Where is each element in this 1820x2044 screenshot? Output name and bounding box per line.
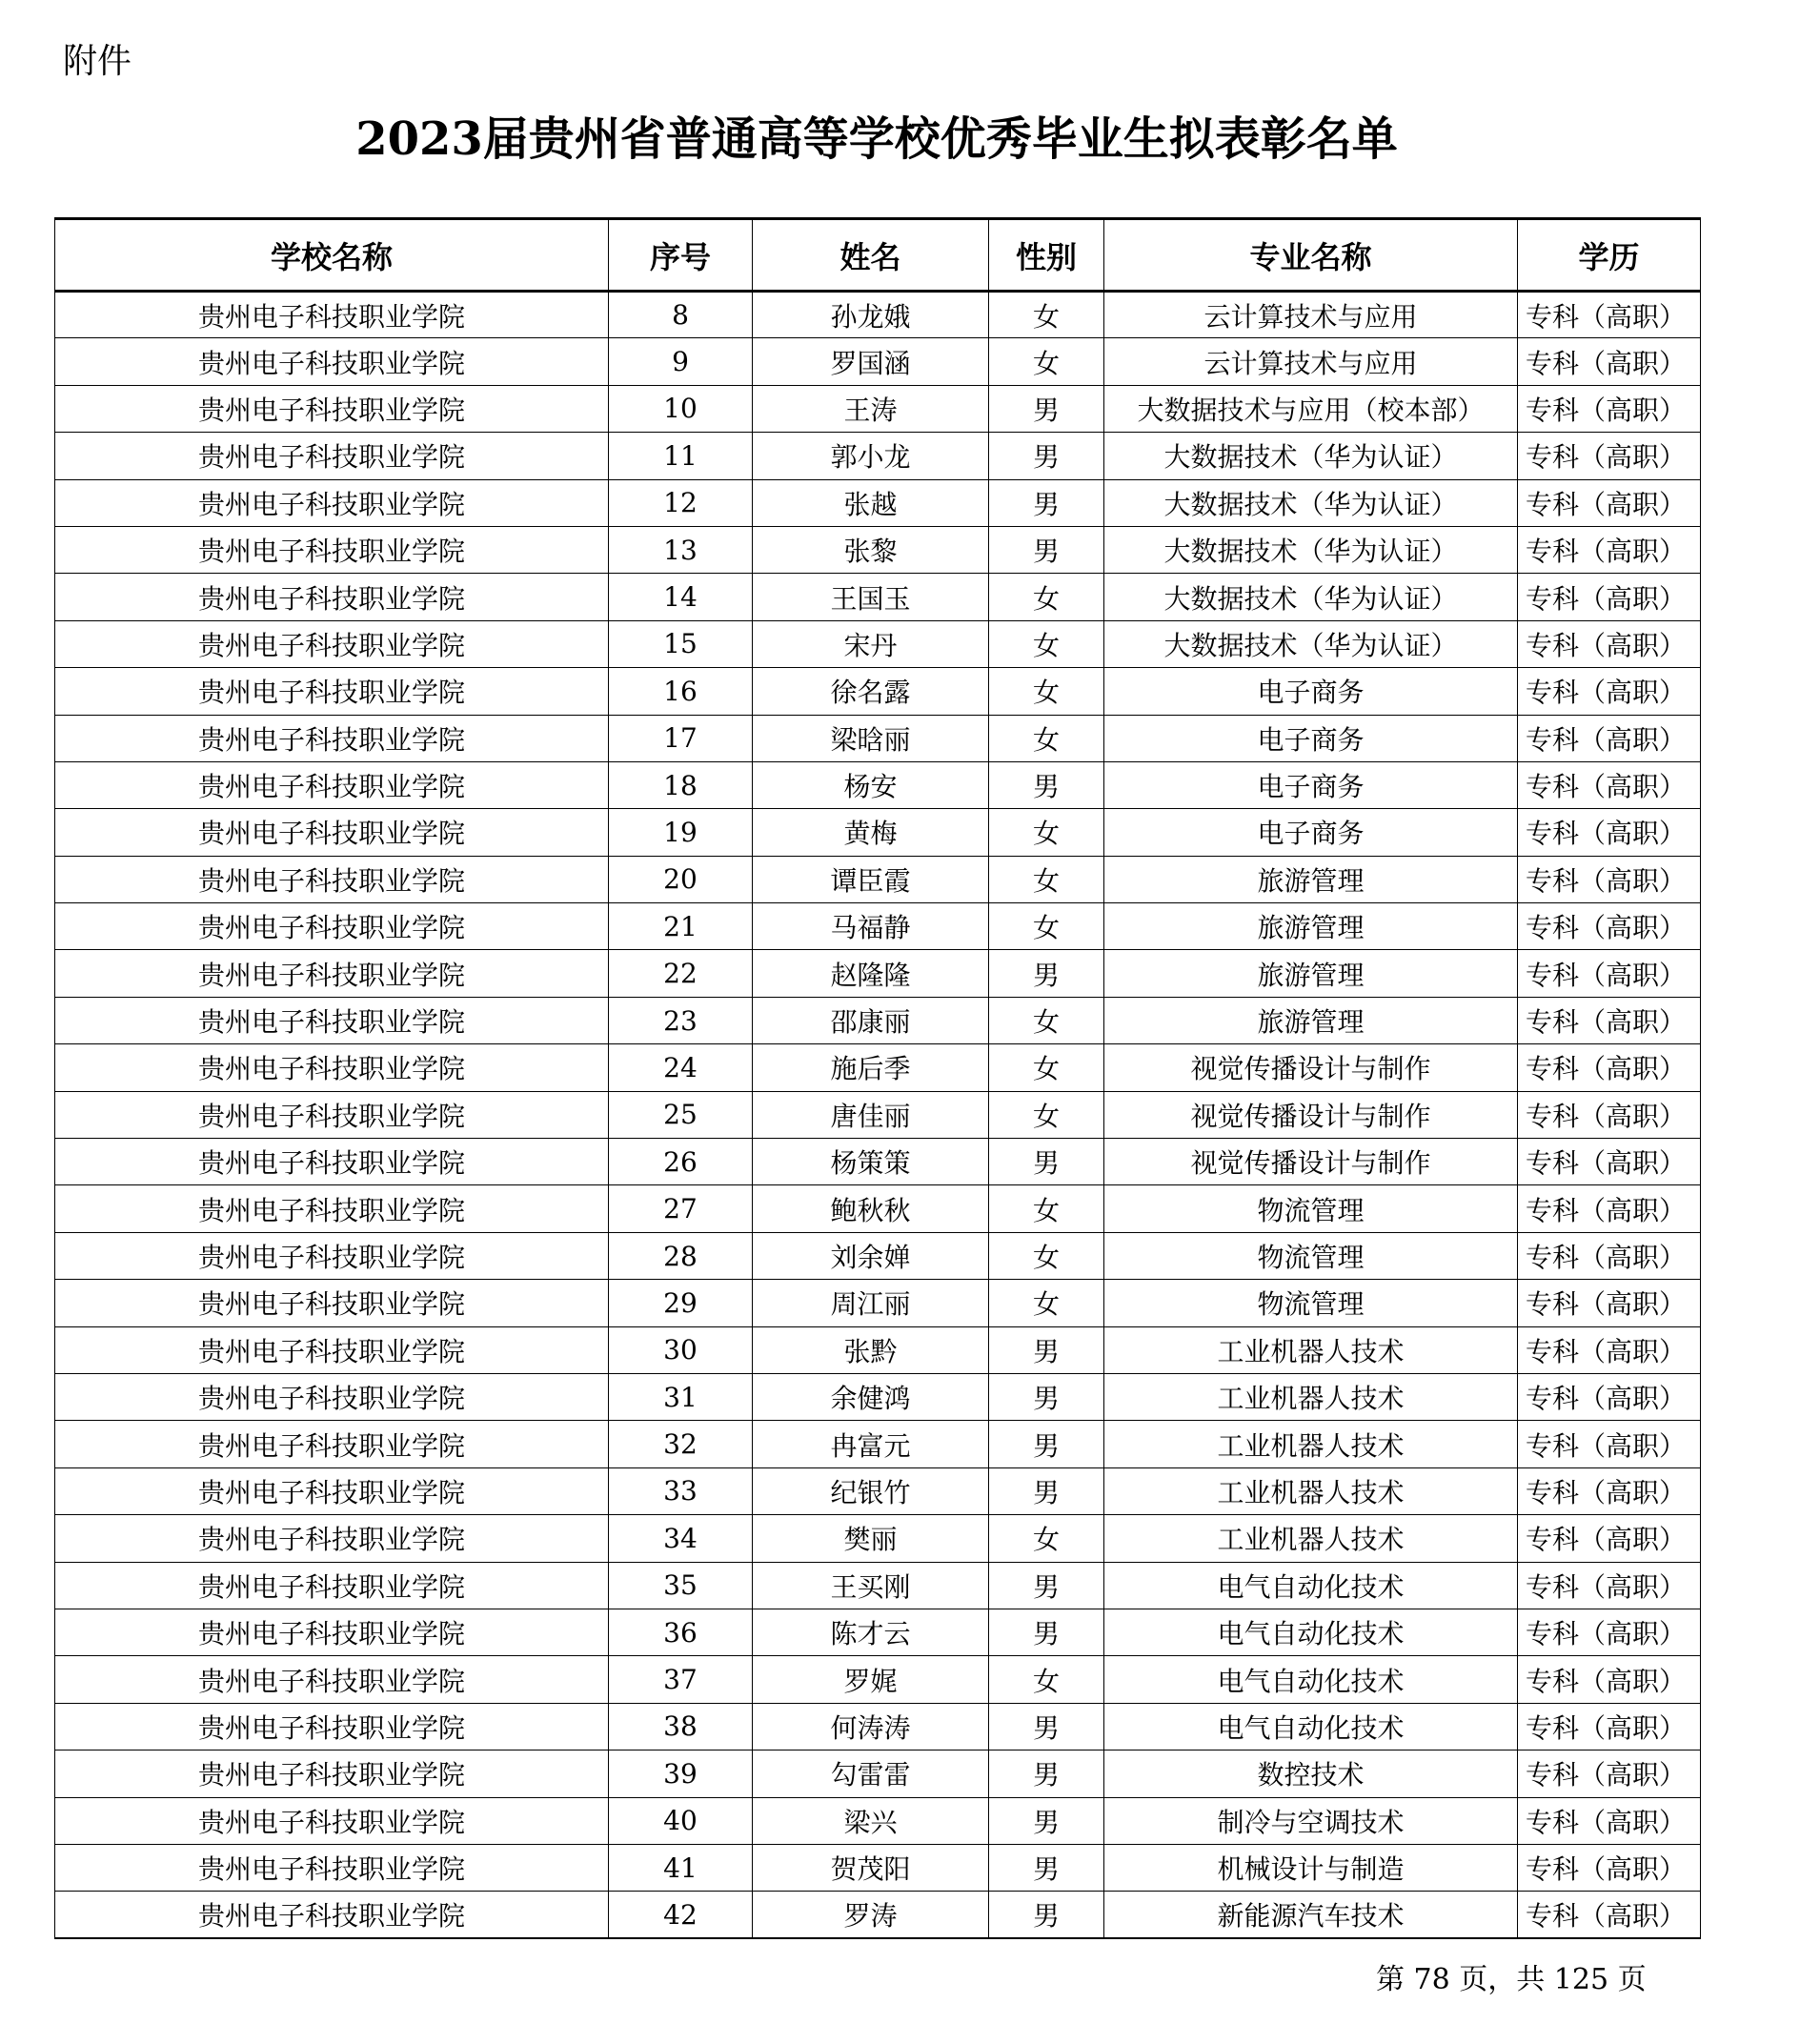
cell-number: 31 [609,1373,753,1420]
cell-gender: 女 [989,856,1104,902]
cell-major: 视觉传播设计与制作 [1104,1139,1518,1185]
cell-number: 21 [609,903,753,950]
table-row [55,903,1701,950]
cell-gender: 女 [989,1185,1104,1232]
cell-gender: 女 [989,809,1104,856]
header-education: 学历 [1518,219,1701,292]
table-row [55,1185,1701,1232]
cell-gender: 女 [989,1091,1104,1138]
cell-education: 专科（高职） [1518,1044,1701,1091]
cell-name: 唐佳丽 [753,1091,989,1138]
cell-school: 贵州电子科技职业学院 [55,1703,609,1750]
cell-gender: 男 [989,1139,1104,1185]
cell-name: 鲍秋秋 [753,1185,989,1232]
cell-gender: 男 [989,1844,1104,1891]
cell-major: 电气自动化技术 [1104,1656,1518,1703]
cell-name: 樊丽 [753,1515,989,1562]
cell-number: 11 [609,433,753,479]
cell-name: 王买刚 [753,1562,989,1609]
cell-major: 旅游管理 [1104,903,1518,950]
cell-education: 专科（高职） [1518,620,1701,667]
cell-education: 专科（高职） [1518,1751,1701,1797]
table-row [55,1892,1701,1938]
cell-name: 陈才云 [753,1609,989,1655]
cell-gender: 男 [989,1703,1104,1750]
cell-school: 贵州电子科技职业学院 [55,574,609,620]
cell-number: 35 [609,1562,753,1609]
cell-major: 工业机器人技术 [1104,1373,1518,1420]
cell-school: 贵州电子科技职业学院 [55,809,609,856]
cell-school: 贵州电子科技职业学院 [55,479,609,526]
cell-education: 专科（高职） [1518,668,1701,715]
cell-education: 专科（高职） [1518,715,1701,761]
cell-education: 专科（高职） [1518,1421,1701,1467]
table-row [55,1751,1701,1797]
page-title: 2023届贵州省普通高等学校优秀毕业生拟表彰名单 [355,112,1398,166]
table-row [55,1280,1701,1326]
table-row [55,574,1701,620]
cell-name: 余健鸿 [753,1373,989,1420]
cell-gender: 女 [989,1515,1104,1562]
header-gender: 性别 [989,219,1104,292]
cell-major: 电子商务 [1104,715,1518,761]
cell-name: 王涛 [753,385,989,432]
cell-name: 杨安 [753,761,989,808]
cell-school: 贵州电子科技职业学院 [55,1751,609,1797]
cell-number: 20 [609,856,753,902]
cell-number: 16 [609,668,753,715]
cell-gender: 男 [989,761,1104,808]
cell-name: 谭臣霞 [753,856,989,902]
cell-gender: 女 [989,574,1104,620]
cell-major: 物流管理 [1104,1232,1518,1279]
header-name: 姓名 [753,219,989,292]
cell-school: 贵州电子科技职业学院 [55,1185,609,1232]
cell-gender: 男 [989,1751,1104,1797]
cell-number: 15 [609,620,753,667]
table-row [55,1467,1701,1514]
cell-gender: 女 [989,292,1104,338]
cell-name: 施后季 [753,1044,989,1091]
table-header [55,219,1701,292]
cell-number: 29 [609,1280,753,1326]
cell-gender: 男 [989,950,1104,997]
cell-education: 专科（高职） [1518,1139,1701,1185]
cell-gender: 男 [989,1326,1104,1373]
cell-gender: 男 [989,1892,1104,1938]
cell-number: 10 [609,385,753,432]
cell-school: 贵州电子科技职业学院 [55,1656,609,1703]
cell-number: 25 [609,1091,753,1138]
table-row [55,1091,1701,1138]
table-row [55,1044,1701,1091]
cell-gender: 女 [989,1232,1104,1279]
cell-number: 30 [609,1326,753,1373]
cell-education: 专科（高职） [1518,1091,1701,1138]
cell-education: 专科（高职） [1518,950,1701,997]
cell-school: 贵州电子科技职业学院 [55,1467,609,1514]
cell-school: 贵州电子科技职业学院 [55,292,609,338]
cell-education: 专科（高职） [1518,1609,1701,1655]
cell-school: 贵州电子科技职业学院 [55,856,609,902]
cell-school: 贵州电子科技职业学院 [55,338,609,385]
cell-school: 贵州电子科技职业学院 [55,1844,609,1891]
cell-education: 专科（高职） [1518,1185,1701,1232]
cell-number: 39 [609,1751,753,1797]
cell-gender: 女 [989,1044,1104,1091]
cell-number: 26 [609,1139,753,1185]
cell-school: 贵州电子科技职业学院 [55,1797,609,1844]
cell-gender: 女 [989,715,1104,761]
cell-name: 贺茂阳 [753,1844,989,1891]
cell-school: 贵州电子科技职业学院 [55,620,609,667]
cell-major: 旅游管理 [1104,997,1518,1043]
cell-education: 专科（高职） [1518,338,1701,385]
table-row [55,761,1701,808]
cell-name: 冉富元 [753,1421,989,1467]
cell-gender: 男 [989,526,1104,573]
cell-major: 制冷与空调技术 [1104,1797,1518,1844]
table-row [55,1844,1701,1891]
table-row [55,950,1701,997]
cell-education: 专科（高职） [1518,1515,1701,1562]
cell-number: 38 [609,1703,753,1750]
cell-number: 23 [609,997,753,1043]
table-row [55,1703,1701,1750]
cell-number: 24 [609,1044,753,1091]
cell-school: 贵州电子科技职业学院 [55,1515,609,1562]
cell-school: 贵州电子科技职业学院 [55,1044,609,1091]
cell-school: 贵州电子科技职业学院 [55,1326,609,1373]
cell-school: 贵州电子科技职业学院 [55,1609,609,1655]
cell-gender: 男 [989,385,1104,432]
cell-education: 专科（高职） [1518,1892,1701,1938]
cell-major: 电气自动化技术 [1104,1609,1518,1655]
cell-school: 贵州电子科技职业学院 [55,1421,609,1467]
cell-name: 杨策策 [753,1139,989,1185]
cell-major: 新能源汽车技术 [1104,1892,1518,1938]
cell-number: 36 [609,1609,753,1655]
table-row [55,1562,1701,1609]
cell-gender: 男 [989,1797,1104,1844]
cell-name: 刘余婵 [753,1232,989,1279]
cell-school: 贵州电子科技职业学院 [55,715,609,761]
cell-gender: 女 [989,903,1104,950]
cell-school: 贵州电子科技职业学院 [55,761,609,808]
cell-major: 旅游管理 [1104,950,1518,997]
cell-name: 罗涛 [753,1892,989,1938]
cell-education: 专科（高职） [1518,433,1701,479]
cell-name: 罗国涵 [753,338,989,385]
table-row [55,292,1701,338]
table-row [55,1421,1701,1467]
cell-name: 张黎 [753,526,989,573]
cell-number: 40 [609,1797,753,1844]
cell-gender: 男 [989,1373,1104,1420]
table-row [55,715,1701,761]
cell-gender: 男 [989,1562,1104,1609]
cell-name: 梁兴 [753,1797,989,1844]
header-number: 序号 [609,219,753,292]
cell-education: 专科（高职） [1518,1373,1701,1420]
cell-name: 纪银竹 [753,1467,989,1514]
cell-name: 王国玉 [753,574,989,620]
cell-number: 13 [609,526,753,573]
cell-major: 电子商务 [1104,761,1518,808]
cell-education: 专科（高职） [1518,1562,1701,1609]
cell-number: 8 [609,292,753,338]
cell-education: 专科（高职） [1518,1797,1701,1844]
table-row [55,479,1701,526]
cell-major: 工业机器人技术 [1104,1515,1518,1562]
cell-school: 贵州电子科技职业学院 [55,433,609,479]
cell-number: 27 [609,1185,753,1232]
cell-number: 14 [609,574,753,620]
cell-name: 梁晗丽 [753,715,989,761]
cell-major: 电子商务 [1104,809,1518,856]
cell-major: 大数据技术（华为认证） [1104,479,1518,526]
cell-gender: 女 [989,1280,1104,1326]
cell-major: 工业机器人技术 [1104,1421,1518,1467]
cell-major: 物流管理 [1104,1185,1518,1232]
table-row [55,1797,1701,1844]
cell-major: 工业机器人技术 [1104,1326,1518,1373]
cell-number: 18 [609,761,753,808]
cell-name: 邵康丽 [753,997,989,1043]
table-row [55,1373,1701,1420]
table-row [55,1139,1701,1185]
cell-school: 贵州电子科技职业学院 [55,903,609,950]
cell-name: 黄梅 [753,809,989,856]
cell-name: 张越 [753,479,989,526]
cell-number: 34 [609,1515,753,1562]
cell-education: 专科（高职） [1518,1844,1701,1891]
cell-school: 贵州电子科技职业学院 [55,668,609,715]
cell-major: 电子商务 [1104,668,1518,715]
table-row [55,856,1701,902]
cell-number: 42 [609,1892,753,1938]
cell-school: 贵州电子科技职业学院 [55,1232,609,1279]
cell-name: 何涛涛 [753,1703,989,1750]
cell-name: 郭小龙 [753,433,989,479]
cell-school: 贵州电子科技职业学院 [55,950,609,997]
cell-school: 贵州电子科技职业学院 [55,1139,609,1185]
cell-school: 贵州电子科技职业学院 [55,385,609,432]
table-row [55,1656,1701,1703]
cell-number: 28 [609,1232,753,1279]
table-row [55,997,1701,1043]
cell-name: 徐名露 [753,668,989,715]
graduates-table [54,217,1701,1939]
cell-name: 马福静 [753,903,989,950]
cell-major: 物流管理 [1104,1280,1518,1326]
cell-gender: 女 [989,997,1104,1043]
cell-school: 贵州电子科技职业学院 [55,526,609,573]
cell-major: 电气自动化技术 [1104,1703,1518,1750]
cell-name: 勾雷雷 [753,1751,989,1797]
cell-gender: 女 [989,668,1104,715]
table-row [55,1515,1701,1562]
cell-number: 9 [609,338,753,385]
cell-school: 贵州电子科技职业学院 [55,1280,609,1326]
cell-name: 张黔 [753,1326,989,1373]
table-row [55,385,1701,432]
cell-education: 专科（高职） [1518,1467,1701,1514]
cell-number: 22 [609,950,753,997]
cell-education: 专科（高职） [1518,574,1701,620]
cell-name: 宋丹 [753,620,989,667]
cell-gender: 男 [989,1467,1104,1514]
cell-education: 专科（高职） [1518,997,1701,1043]
cell-major: 电气自动化技术 [1104,1562,1518,1609]
table-row [55,433,1701,479]
cell-major: 大数据技术（华为认证） [1104,574,1518,620]
cell-education: 专科（高职） [1518,1326,1701,1373]
cell-education: 专科（高职） [1518,809,1701,856]
cell-gender: 男 [989,1421,1104,1467]
cell-gender: 男 [989,1609,1104,1655]
cell-education: 专科（高职） [1518,1232,1701,1279]
cell-major: 旅游管理 [1104,856,1518,902]
cell-education: 专科（高职） [1518,856,1701,902]
cell-school: 贵州电子科技职业学院 [55,1373,609,1420]
cell-gender: 男 [989,479,1104,526]
cell-school: 贵州电子科技职业学院 [55,1562,609,1609]
table-row [55,526,1701,573]
cell-name: 周江丽 [753,1280,989,1326]
cell-school: 贵州电子科技职业学院 [55,1892,609,1938]
cell-major: 云计算技术与应用 [1104,338,1518,385]
table-row [55,809,1701,856]
header-major: 专业名称 [1104,219,1518,292]
table-row [55,338,1701,385]
table-row [55,1609,1701,1655]
cell-number: 37 [609,1656,753,1703]
cell-education: 专科（高职） [1518,761,1701,808]
cell-school: 贵州电子科技职业学院 [55,1091,609,1138]
attachment-label: 附件 [63,42,132,81]
cell-education: 专科（高职） [1518,385,1701,432]
cell-major: 大数据技术与应用（校本部） [1104,385,1518,432]
table-body [55,292,1701,1939]
table-row [55,1326,1701,1373]
page-number: 第 78 页，共 125 页 [1376,1963,1647,1996]
cell-number: 33 [609,1467,753,1514]
header-school: 学校名称 [55,219,609,292]
table-row [55,1232,1701,1279]
cell-name: 孙龙娥 [753,292,989,338]
cell-education: 专科（高职） [1518,526,1701,573]
cell-name: 赵隆隆 [753,950,989,997]
cell-education: 专科（高职） [1518,1280,1701,1326]
cell-education: 专科（高职） [1518,1656,1701,1703]
cell-education: 专科（高职） [1518,903,1701,950]
cell-major: 云计算技术与应用 [1104,292,1518,338]
table-row [55,668,1701,715]
cell-major: 大数据技术（华为认证） [1104,526,1518,573]
cell-number: 12 [609,479,753,526]
cell-major: 工业机器人技术 [1104,1467,1518,1514]
cell-major: 数控技术 [1104,1751,1518,1797]
cell-gender: 女 [989,1656,1104,1703]
cell-education: 专科（高职） [1518,292,1701,338]
cell-major: 机械设计与制造 [1104,1844,1518,1891]
cell-gender: 女 [989,338,1104,385]
cell-major: 视觉传播设计与制作 [1104,1091,1518,1138]
cell-school: 贵州电子科技职业学院 [55,997,609,1043]
table-row [55,620,1701,667]
cell-gender: 女 [989,620,1104,667]
cell-number: 19 [609,809,753,856]
cell-major: 大数据技术（华为认证） [1104,620,1518,667]
cell-number: 17 [609,715,753,761]
cell-name: 罗娓 [753,1656,989,1703]
cell-education: 专科（高职） [1518,479,1701,526]
cell-education: 专科（高职） [1518,1703,1701,1750]
cell-major: 视觉传播设计与制作 [1104,1044,1518,1091]
cell-number: 32 [609,1421,753,1467]
cell-major: 大数据技术（华为认证） [1104,433,1518,479]
cell-number: 41 [609,1844,753,1891]
header-row [55,219,1701,292]
cell-gender: 男 [989,433,1104,479]
